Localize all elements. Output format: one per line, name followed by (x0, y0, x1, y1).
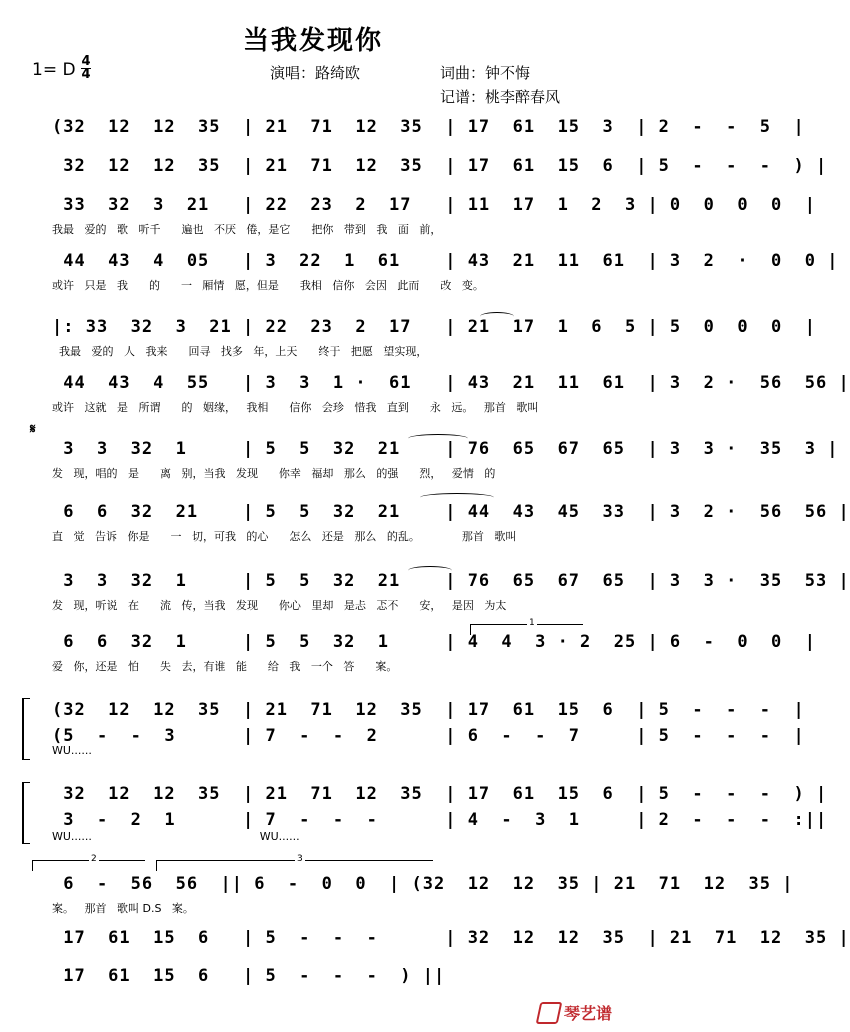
lyric-line: 我最 爱的 歌 听千 遍也 不厌 倦，是它 把你 带到 我 面 前， (52, 223, 442, 236)
notation-line: 3 - 2 1 | 7 - - - | 4 - 3 1 | 2 - - - :|| (52, 810, 828, 830)
notation-line: 17 61 15 6 | 5 - - - | 32 12 12 35 | 21 71 12 35 | (52, 928, 850, 948)
lyric-row-7 (28, 465, 598, 481)
score-row-10 (28, 632, 816, 658)
lyric-row-10 (28, 658, 598, 674)
song-title: 当我发现你 (242, 26, 383, 56)
lyric-row-14 (28, 830, 598, 846)
score-row-7 (28, 439, 839, 465)
notation-line: (32 12 12 35 | 21 71 12 35 | 17 61 15 3 | 2 - - 5 | (52, 117, 805, 137)
lyric-line: 案。 那首 歌叫 D.S 案。 (52, 902, 194, 915)
lyric-row-5 (28, 343, 598, 359)
volta-label: 3 (297, 854, 303, 864)
score-row-6 (28, 373, 850, 399)
lyric-row-3 (28, 221, 598, 237)
score-row-4 (28, 251, 839, 277)
lyric-line: 发 现，听说 在 流 传，当我 发现 你心 里却 是忐 忑不 安， 是因 为太 (52, 599, 507, 612)
logo-text: 琴艺谱 (563, 1004, 612, 1023)
notation-line: 6 6 32 1 | 5 5 32 1 | 4 4 3 · 2 25 | 6 - 0 0 | (52, 632, 816, 652)
lyric-row-8 (28, 528, 598, 544)
score-row-16 (28, 928, 850, 954)
score-row-5 (28, 317, 816, 343)
notation-line: 17 61 15 6 | 5 - - - ) || (52, 966, 446, 986)
singer-credit: 演唱：路绮欧 (270, 64, 361, 82)
score-row-9 (28, 571, 850, 597)
volta-label: 2 (91, 854, 97, 864)
volta-bracket-2 (32, 854, 145, 871)
lyric-line: 直 觉 告诉 你是 一 切，可我 的心 怎么 还是 那么 的乱。 那首 歌叫 (52, 530, 517, 543)
logo-mark-icon (536, 1002, 563, 1024)
volta-label: 1 (529, 618, 535, 628)
time-signature (80, 56, 92, 81)
score-row-17 (28, 966, 598, 992)
score-row-3 (28, 195, 816, 221)
lyric-line: 发 现，唱的 是 离 别，当我 发现 你幸 福却 那么 的强 烈， 爱情 的 (52, 467, 496, 480)
score-row-1 (28, 117, 805, 143)
notation-line: 44 43 4 55 | 3 3 1 · 61 | 43 21 11 61 | 3 2 · 56 56 | (52, 373, 850, 393)
notation-line: 6 6 32 21 | 5 5 32 21 | 44 43 45 33 | 3 2 · 56 56 | (52, 502, 850, 522)
lyric-line: WU...... (52, 744, 92, 757)
time-signature-bottom: 4 (81, 67, 91, 82)
lyric-line: 爱 你，还是 怕 失 去，有谁 能 给 我 一个 答 案。 (52, 660, 398, 673)
key-signature: 1= D (32, 60, 76, 80)
composer-credit: 词曲：钟不悔 (440, 64, 531, 82)
lyric-row-4 (28, 277, 598, 293)
notation-line: (5 - - 3 | 7 - - 2 | 6 - - 7 | 5 - - - | (52, 726, 805, 746)
notation-line: 32 12 12 35 | 21 71 12 35 | 17 61 15 6 | 5 - - - ) | (52, 156, 828, 176)
lyric-line: 或许 这就 是 所谓 的 姻缘， 我相 信你 会珍 惜我 直到 永 远。 那首 歌叫 (52, 401, 539, 414)
lyric-row-15 (28, 900, 598, 916)
notation-line: (32 12 12 35 | 21 71 12 35 | 17 61 15 6 | 5 - - - | (52, 700, 805, 720)
lyric-line: WU...... WU...... (52, 830, 300, 843)
notation-line: 33 32 3 21 | 22 23 2 17 | 11 17 1 2 3 | 0 0 0 0 | (52, 195, 816, 215)
lyric-line: 或许 只是 我 的 一 厢情 愿，但是 我相 信你 会因 此而 改 变。 (52, 279, 484, 292)
lyric-line: 我最 爱的 人 我来 回寻 找多 年，上天 终于 把愿 望实现， (52, 345, 428, 358)
notation-line: |: 33 32 3 21 | 22 23 2 17 | 21 17 1 6 5 | 5 0 0 0 | (52, 317, 816, 337)
site-logo (538, 1001, 612, 1024)
score-row-13 (28, 784, 828, 810)
notation-line: 3 3 32 1 | 5 5 32 21 | 76 65 67 65 | 3 3 · 35 3 | (52, 439, 839, 459)
notation-line: 44 43 4 05 | 3 22 1 61 | 43 21 11 61 | 3 2 · 0 0 | (52, 251, 839, 271)
score-row-15 (28, 874, 794, 900)
score-row-2 (28, 156, 828, 182)
tie-mark (420, 493, 494, 502)
notation-line: 3 3 32 1 | 5 5 32 21 | 76 65 67 65 | 3 3 · 35 53 | (52, 571, 850, 591)
transcriber-credit: 记谱：桃李醉春风 (440, 88, 561, 106)
lyric-row-12 (28, 744, 598, 760)
segno-sign: 𝄋 (30, 422, 36, 437)
score-row-11 (28, 700, 805, 726)
lyric-row-9 (28, 597, 598, 613)
score-row-8 (28, 502, 850, 528)
volta-bracket-3 (156, 854, 433, 871)
notation-line: 32 12 12 35 | 21 71 12 35 | 17 61 15 6 | 5 - - - ) | (52, 784, 828, 804)
notation-line: 6 - 56 56 || 6 - 0 0 | (32 12 12 35 | 21 71 12 35 | (52, 874, 794, 894)
lyric-row-6 (28, 399, 598, 415)
time-signature-top: 4 (81, 54, 91, 69)
